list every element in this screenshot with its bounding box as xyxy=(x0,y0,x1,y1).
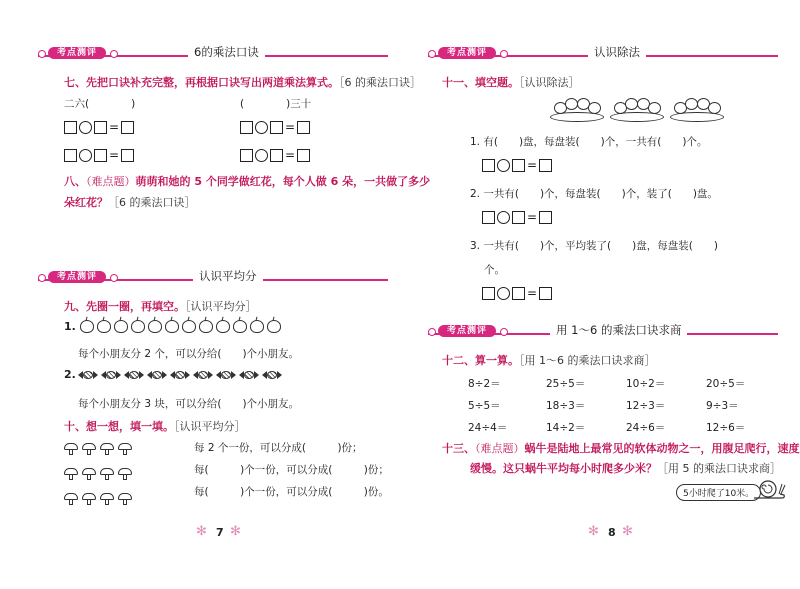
expression[interactable]: 14÷2＝ xyxy=(546,422,586,434)
expression[interactable]: 24÷4＝ xyxy=(468,422,508,434)
section-header-average xyxy=(38,270,388,284)
page-number: 8 xyxy=(608,526,616,539)
question-10: 十、想一想，填一填。［认识平均分］ xyxy=(64,420,246,433)
question-9: 九、先圈一圈，再填空。［认识平均分］ xyxy=(64,300,257,313)
section-title: 6的乘法口诀 xyxy=(188,44,265,60)
section-title: 用 1～6 的乘法口诀求商 xyxy=(550,322,687,338)
expression[interactable]: 24÷6＝ xyxy=(626,422,666,434)
badge: 考点测评 xyxy=(38,271,122,283)
expression[interactable]: 12÷3＝ xyxy=(626,400,666,412)
speech-bubble: 5小时爬了10米。 xyxy=(676,484,761,501)
plate-of-apples xyxy=(670,96,724,122)
mushrooms-group xyxy=(64,440,174,509)
equation-row[interactable]: = xyxy=(64,148,134,162)
q9-item2-text[interactable]: 每个小朋友分 3 块，可以分给( )个小朋友。 xyxy=(78,398,300,410)
palm-icon: ✻ xyxy=(230,524,241,539)
item-number: 2. xyxy=(64,368,76,381)
section-header-quotient xyxy=(428,324,778,338)
q11-s3[interactable]: 3. 一共有( )个，平均装了( )盘，每盘装( ) xyxy=(470,240,718,252)
section-header-multiplication-6 xyxy=(38,46,388,60)
plate-of-apples xyxy=(610,96,664,122)
plate-of-apples xyxy=(550,96,604,122)
apples-row[interactable] xyxy=(64,320,284,333)
expression[interactable]: 10÷2＝ xyxy=(626,378,666,390)
equation-row[interactable]: = xyxy=(64,120,134,134)
equation-row[interactable]: = xyxy=(240,120,310,134)
q11-s3-cont: 个。 xyxy=(484,264,505,276)
question-8-line2: 朵红花？［6 的乘法口诀］ xyxy=(64,196,196,209)
badge: 考点测评 xyxy=(428,325,512,337)
equation-row[interactable]: = xyxy=(240,148,310,162)
q9-item1-text[interactable]: 每个小朋友分 2 个，可以分给( )个小朋友。 xyxy=(78,348,300,360)
question-8: 八、（难点题）萌萌和她的 5 个同学做红花，每个人做 6 朵，一共做了多少 xyxy=(64,175,431,188)
blank-2[interactable]: ( )三十 xyxy=(240,98,312,110)
palm-icon: ✻ xyxy=(196,524,207,539)
blank-1[interactable]: 二六( ) xyxy=(64,98,136,110)
q10-line3[interactable]: 每( )个一份，可以分成( )份。 xyxy=(194,486,389,498)
badge: 考点测评 xyxy=(428,47,512,59)
expression[interactable]: 20÷5＝ xyxy=(706,378,746,390)
equation-row[interactable]: = xyxy=(482,158,552,172)
question-7: 七、先把口诀补充完整，再根据口诀写出两道乘法算式。［6 的乘法口诀］ xyxy=(64,76,421,89)
q11-s2[interactable]: 2. 一共有( )个，每盘装( )个，装了( )盘。 xyxy=(470,188,718,200)
expression[interactable]: 8÷2＝ xyxy=(468,378,501,390)
candies-row[interactable] xyxy=(64,368,285,381)
section-header-division xyxy=(428,46,778,60)
section-title: 认识除法 xyxy=(588,44,646,60)
page-number: 7 xyxy=(216,526,224,539)
palm-icon: ✻ xyxy=(588,524,599,539)
question-13-line2: 缓慢。这只蜗牛平均每小时爬多少米？［用 5 的乘法口诀求商］ xyxy=(470,462,781,475)
section-title: 认识平均分 xyxy=(193,268,263,284)
q11-s1[interactable]: 1. 有( )盘，每盘装( )个，一共有( )个。 xyxy=(470,136,708,148)
question-12: 十二、算一算。［用 1～6 的乘法口诀求商］ xyxy=(442,354,656,367)
badge: 考点测评 xyxy=(38,47,122,59)
expression[interactable]: 9÷3＝ xyxy=(706,400,739,412)
expression[interactable]: 5÷5＝ xyxy=(468,400,501,412)
item-number: 1. xyxy=(64,320,76,333)
question-11: 十一、填空题。［认识除法］ xyxy=(442,76,580,89)
expression[interactable]: 18÷3＝ xyxy=(546,400,586,412)
equation-row[interactable]: = xyxy=(482,210,552,224)
equation-row[interactable]: = xyxy=(482,286,552,300)
snail-icon xyxy=(752,476,786,500)
palm-icon: ✻ xyxy=(622,524,633,539)
expression[interactable]: 25÷5＝ xyxy=(546,378,586,390)
q10-line2[interactable]: 每( )个一份，可以分成( )份； xyxy=(194,464,389,476)
question-13: 十三、（难点题）蜗牛是陆地上最常见的软体动物之一，用腹足爬行，速度 xyxy=(442,442,800,455)
q10-line1[interactable]: 每 2 个一份，可以分成( )份； xyxy=(194,442,363,454)
expression[interactable]: 12÷6＝ xyxy=(706,422,746,434)
